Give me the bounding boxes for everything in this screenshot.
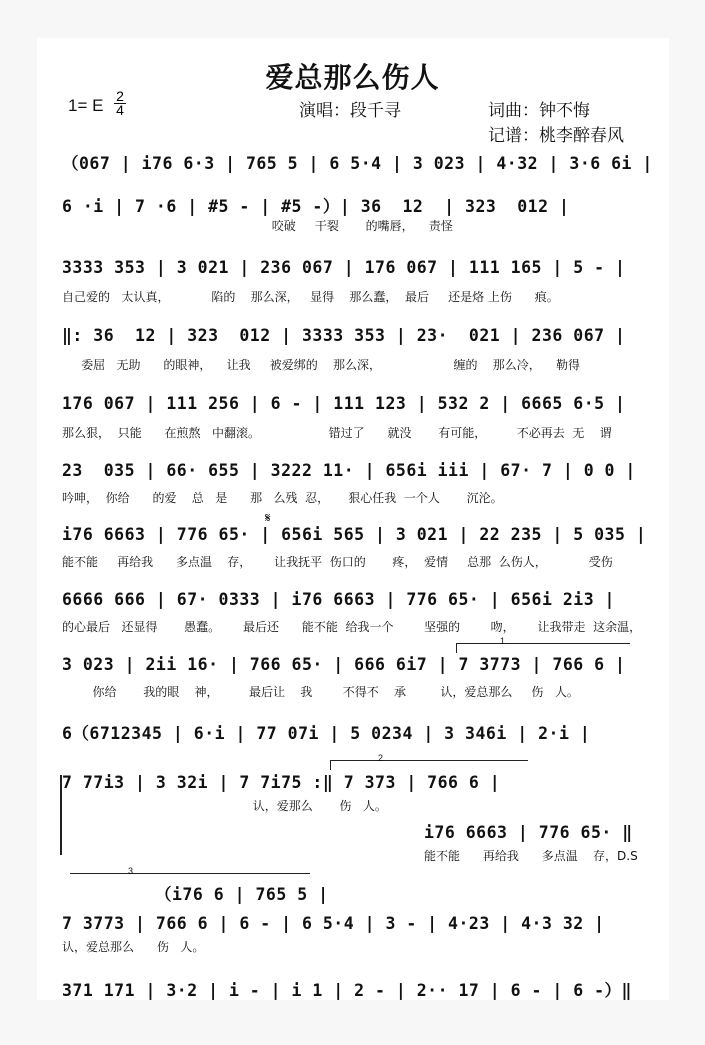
notation-line: i76 6663 | 776 65· ‖ <box>424 823 633 842</box>
lyrics-line: 委屈 无助 的眼神， 让我 被爱绑的 那么深， 缠的 那么冷， 勒得 <box>62 358 580 372</box>
notation-line: 3333 353 | 3 021 | 236 067 | 176 067 | 111 165 | 5 - | <box>62 258 626 277</box>
lyrics-line: 认，爱总那么 伤 人。 <box>62 940 205 954</box>
lyrics-line: 你给 我的眼 神， 最后让 我 不得不 承 认，爱总那么 伤 人。 <box>62 685 579 699</box>
lyrics-line: 咬破 干裂 的嘴唇， 责怪 <box>62 219 453 233</box>
notation-line: i76 6663 | 776 65· | 656i 565 | 3 021 | 22 235 | 5 035 | <box>62 525 647 544</box>
notation-line: 23 035 | 66· 655 | 3222 11· | 656i iii | 67· 7 | 0 0 | <box>62 461 636 480</box>
notation-line: 3 023 | 2ii 16· | 766 65· | 666 6i7 | 7 3773 | 766 6 | <box>62 655 626 674</box>
volta-bracket-3 <box>70 873 310 875</box>
volta-bracket-2 <box>330 760 528 762</box>
notation-line: 176 067 | 111 256 | 6 - | 111 123 | 532 2 | 6665 6·5 | <box>62 394 626 413</box>
notation-line: （067 | i76 6·3 | 765 5 | 6 5·4 | 3 023 | 4·32 | 3·6 6i | <box>62 154 653 173</box>
notation-line: （i76 6 | 765 5 | <box>155 885 329 904</box>
key-signature: 1= E <box>68 96 104 115</box>
time-signature-bottom: 4 <box>114 103 126 117</box>
time-signature-top: 2 <box>116 88 124 104</box>
volta-number-1: 1 <box>500 636 506 646</box>
composer-credit: 词曲：钟不悔 <box>488 101 590 121</box>
lyrics-line: 能不能 再给我 多点温 存，D.S <box>424 849 638 863</box>
notation-line: 7 77i3 | 3 32i | 7 7i75 :‖ 7 373 | 766 6 | <box>62 773 501 792</box>
notation-line: 371 171 | 3·2 | i - | i 1 | 2 - | 2·· 17 | 6 - | 6 -）‖ <box>62 981 632 1000</box>
song-title: 爱总那么伤人 <box>265 61 440 94</box>
lyrics-line: 认，爱那么 伤 人。 <box>62 799 387 813</box>
volta-number-2: 2 <box>378 753 384 763</box>
lyrics-line: 的心最后 还显得 愚蠢。 最后还 能不能 给我一个 坚强的 吻， 让我带走 这余温， <box>62 620 642 634</box>
segno-sign: 𝄋 <box>265 511 271 526</box>
singer-credit: 演唱：段千寻 <box>299 101 401 121</box>
transcriber-credit: 记谱：桃李醉春风 <box>488 126 624 146</box>
time-signature <box>114 90 126 117</box>
notation-line: ‖: 36 12 | 323 012 | 3333 353 | 23· 021 | 236 067 | <box>62 326 626 345</box>
notation-line: 7 3773 | 766 6 | 6 - | 6 5·4 | 3 - | 4·23 | 4·3 32 | <box>62 914 605 933</box>
volta-bracket-2-edge <box>330 760 331 770</box>
volta-bracket-1 <box>456 643 630 645</box>
lyrics-line: 那么狠， 只能 在煎熬 中翻滚。 错过了 就没 有可能， 不必再去 无 谓 <box>62 426 612 440</box>
notation-line: 6666 666 | 67· 0333 | i76 6663 | 776 65· | 656i 2i3 | <box>62 590 615 609</box>
notation-line: 6（6712345 | 6·i | 77 07i | 5 0234 | 3 346i | 2·i | <box>62 724 591 743</box>
lyrics-line: 自己爱的 太认真， 陷的 那么深， 显得 那么蠢， 最后 还是烙 上伤 痕。 <box>62 290 559 304</box>
volta-bracket-1-edge <box>456 643 457 653</box>
lyrics-line: 能不能 再给我 多点温 存， 让我抚平 伤口的 疼， 爱情 总那 么伤人， 受伤 <box>62 555 613 569</box>
volta-number-3: 3 <box>128 866 134 876</box>
lyrics-line: 吟呻， 你给 的爱 总 是 那 么残 忍， 狠心任我 一个人 沉沦。 <box>62 491 503 505</box>
notation-line: 6 ·i | 7 ·6 | #5 - | #5 -）| 36 12 | 323 012 | <box>62 197 570 216</box>
